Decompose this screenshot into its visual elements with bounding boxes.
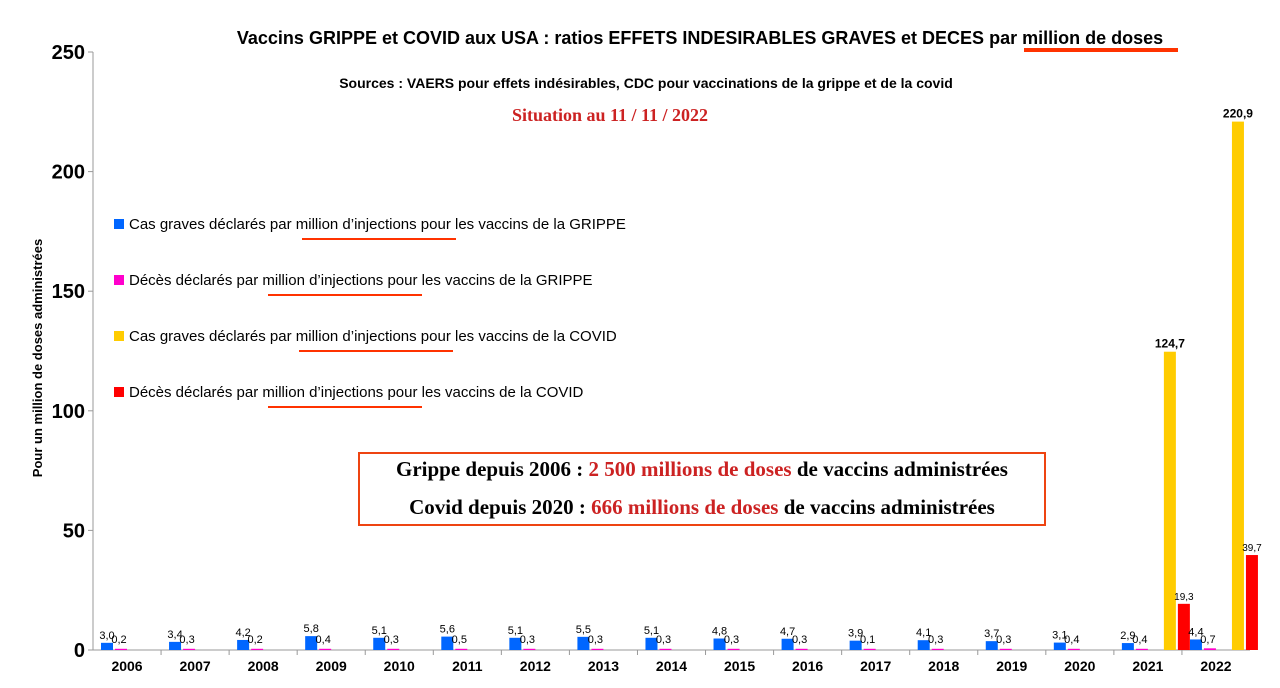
bar: [1246, 555, 1258, 650]
x-tick-label: 2012: [519, 658, 551, 674]
data-label: 0,3: [791, 634, 808, 646]
data-label: 0,4: [315, 634, 331, 646]
x-tick-label: 2011: [452, 658, 483, 674]
axes: [52, 42, 1250, 674]
data-label: 3,0: [99, 629, 115, 642]
x-tick-label: 2010: [383, 658, 415, 674]
data-label: 0,3: [179, 634, 195, 646]
y-tick-label: 50: [62, 520, 85, 543]
x-tick-label: 2006: [111, 658, 143, 674]
bar: [251, 649, 263, 650]
y-tick-label: 100: [51, 400, 85, 423]
legend-label: Décès déclarés par million d’injections pour les vaccins de la GRIPPE: [129, 272, 593, 289]
bar: [932, 649, 944, 650]
bar: [115, 649, 127, 650]
data-label: 0,3: [383, 634, 399, 646]
x-tick-label: 2020: [1064, 658, 1096, 674]
x-tick-label: 2021: [1132, 658, 1164, 674]
x-tick-label: 2022: [1200, 658, 1232, 674]
legend: [114, 216, 626, 407]
data-label: 0,3: [587, 634, 604, 646]
x-tick-label: 2019: [996, 658, 1028, 674]
bar: [796, 649, 808, 650]
x-tick-label: 2007: [179, 658, 211, 674]
annotation-line-2-pre: Covid depuis 2020 :: [409, 495, 592, 519]
data-label: 0,4: [1064, 634, 1080, 646]
bar: [591, 649, 603, 650]
data-label: 5,1: [643, 624, 660, 637]
data-label: 0,3: [519, 634, 536, 646]
data-label: 0,5: [451, 634, 467, 646]
bar: [1136, 649, 1148, 650]
legend-swatch: [114, 387, 124, 397]
legend-swatch: [114, 219, 124, 229]
annotation-box: [359, 453, 1045, 525]
x-tick-label: 2016: [792, 658, 824, 674]
annotation-line-1-highlight: 2 500 millions de doses: [588, 457, 792, 481]
data-label: 0,2: [111, 634, 127, 646]
x-tick-label: 2014: [655, 658, 688, 674]
data-label: 220,9: [1222, 106, 1253, 121]
data-label: 5,6: [439, 623, 455, 636]
data-label: 0,3: [996, 634, 1012, 646]
bar: [728, 649, 740, 650]
bar: [1164, 352, 1176, 650]
bar: [1068, 649, 1080, 650]
data-label: 4,8: [711, 625, 728, 638]
data-label: 4,7: [779, 625, 796, 638]
x-tick-label: 2013: [587, 658, 620, 674]
data-label: 0,4: [1132, 634, 1148, 646]
y-axis-label: Pour un million de doses administrées: [30, 238, 45, 478]
legend-swatch: [114, 331, 124, 341]
bar: [319, 649, 331, 650]
bar: [659, 649, 671, 650]
data-label: 39,7: [1242, 543, 1262, 555]
chart-title: Vaccins GRIPPE et COVID aux USA : ratios EFFETS INDESIRABLES GRAVES et DECES par million de doses: [236, 28, 1164, 48]
bar: [864, 649, 876, 650]
y-tick-label: 0: [73, 640, 85, 662]
y-tick-label: 150: [51, 281, 85, 304]
data-label: 124,7: [1154, 336, 1185, 351]
data-label: 0,2: [247, 634, 263, 646]
data-label: 0,1: [859, 634, 876, 646]
bar: [1232, 122, 1244, 650]
data-label: 3,9: [847, 627, 864, 640]
data-label: 4,2: [235, 626, 251, 639]
data-label: 3,7: [984, 628, 1000, 641]
annotation-line-2: [409, 495, 995, 519]
legend-label: Cas graves déclarés par million d’injections pour les vaccins de la GRIPPE: [129, 216, 626, 233]
annotation-line-2-post: de vaccins administrées: [778, 495, 995, 519]
y-tick-label: 250: [51, 42, 85, 64]
data-label: 3,4: [167, 628, 183, 641]
data-labels: [99, 107, 1262, 646]
x-tick-label: 2018: [928, 658, 960, 674]
legend-label: Décès déclarés par million d’injections pour les vaccins de la COVID: [129, 384, 584, 401]
annotation-line-1-post: de vaccins administrées: [791, 457, 1008, 481]
x-tick-label: 2008: [247, 658, 279, 674]
data-label: 4,4: [1188, 626, 1204, 639]
data-label: 0,3: [723, 634, 740, 646]
x-tick-label: 2017: [860, 658, 892, 674]
annotation-line-2-highlight: 666 millions de doses: [591, 495, 779, 519]
x-tick-label: 2009: [315, 658, 347, 674]
data-label: 0,3: [928, 634, 944, 646]
x-tick-label: 2015: [723, 658, 756, 674]
data-label: 5,1: [507, 624, 524, 637]
data-label: 4,1: [916, 627, 932, 640]
annotation-line-1-pre: Grippe depuis 2006 :: [396, 457, 589, 481]
data-label: 0,3: [655, 634, 672, 646]
legend-swatch: [114, 275, 124, 285]
bar: [387, 649, 399, 650]
bar: [455, 649, 467, 650]
legend-label: Cas graves déclarés par million d’injections pour les vaccins de la COVID: [129, 328, 617, 345]
data-label: 5,8: [303, 623, 319, 636]
bar: [1000, 649, 1012, 650]
data-label: 5,1: [371, 624, 387, 637]
bar: [523, 649, 535, 650]
data-label: 2,9: [1120, 630, 1136, 643]
y-tick-label: 200: [51, 161, 85, 184]
data-label: 5,5: [575, 623, 592, 636]
bar: [1204, 648, 1216, 650]
date-note: Situation au 11 / 11 / 2022: [511, 105, 709, 125]
chart-subtitle: Sources : VAERS pour effets indésirables, CDC pour vaccinations de la grippe et de la covid: [339, 75, 953, 91]
bar: [183, 649, 195, 650]
annotation-line-1: [396, 457, 1008, 481]
data-label: 0,7: [1200, 634, 1216, 646]
data-label: 3,1: [1052, 629, 1068, 642]
data-label: 19,3: [1174, 591, 1194, 603]
